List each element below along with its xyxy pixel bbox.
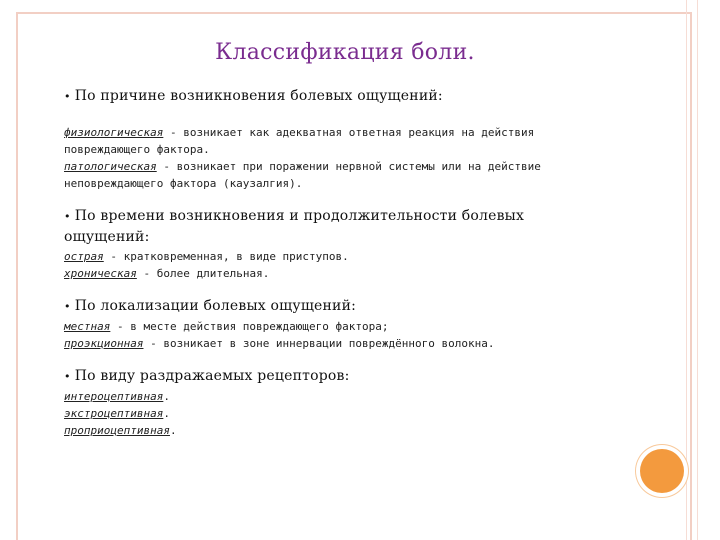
list-item <box>64 335 624 352</box>
term: интероцептивная <box>64 390 164 403</box>
section-localization <box>64 296 624 317</box>
list-item <box>64 248 624 265</box>
bullet-heading-continued: ощущений: <box>64 229 150 245</box>
bullet-text: По виду раздражаемых рецепторов: <box>74 368 350 384</box>
term: острая <box>64 250 104 263</box>
bullet-heading <box>64 366 624 387</box>
section-receptors <box>64 366 624 387</box>
term-desc: . <box>163 407 170 420</box>
list-item <box>64 405 624 422</box>
term-desc: - возникает при поражении нервной системы или на действие <box>156 160 541 173</box>
list-item <box>64 124 624 141</box>
decorative-lines <box>686 0 698 540</box>
bullet-dot-icon: • <box>64 370 71 383</box>
list-item <box>64 265 624 282</box>
section-time <box>64 206 624 247</box>
term: патологическая <box>64 160 157 173</box>
section-cause <box>64 86 624 107</box>
term-desc: - в месте действия повреждающего фактора; <box>110 320 389 333</box>
bullet-text: По причине возникновения болевых ощущений: <box>74 88 443 104</box>
term-desc: . <box>163 390 170 403</box>
list-item <box>64 158 624 175</box>
decorative-circle <box>640 449 684 493</box>
list-item <box>64 388 624 405</box>
term-desc: - возникает как адекватная ответная реакция на действия <box>163 126 535 139</box>
term-desc: . <box>169 424 177 437</box>
slide-title: Классификация боли. <box>215 40 475 65</box>
term: экстроцептивная <box>64 407 164 420</box>
term: физиологическая <box>64 126 164 139</box>
term: проприоцептивная <box>64 424 170 437</box>
section-cause-items <box>64 124 624 192</box>
bullet-heading <box>64 296 624 317</box>
bullet-text: По времени возникновения и продолжительности болевых <box>74 208 525 224</box>
bullet-dot-icon: • <box>64 210 71 223</box>
term: местная <box>64 320 111 333</box>
term: хроническая <box>64 267 137 280</box>
section-receptors-items <box>64 388 624 439</box>
list-item <box>64 422 624 439</box>
term-desc: - возникает в зоне иннервации повреждённого волокна. <box>143 337 495 350</box>
term-desc: - более длительная. <box>136 267 270 280</box>
term-desc-continued: повреждающего фактора. <box>64 143 210 156</box>
list-item <box>64 318 624 335</box>
section-time-items <box>64 248 624 282</box>
bullet-dot-icon: • <box>64 90 71 103</box>
term: проэкционная <box>64 337 144 350</box>
term-desc: - кратковременная, в виде приступов. <box>103 250 349 263</box>
bullet-text: По локализации болевых ощущений: <box>74 298 357 314</box>
bullet-heading <box>64 206 624 227</box>
bullet-heading <box>64 86 624 107</box>
bullet-dot-icon: • <box>64 300 71 313</box>
section-localization-items <box>64 318 624 352</box>
term-desc-continued: неповреждающего фактора (каузалгия). <box>64 177 303 190</box>
